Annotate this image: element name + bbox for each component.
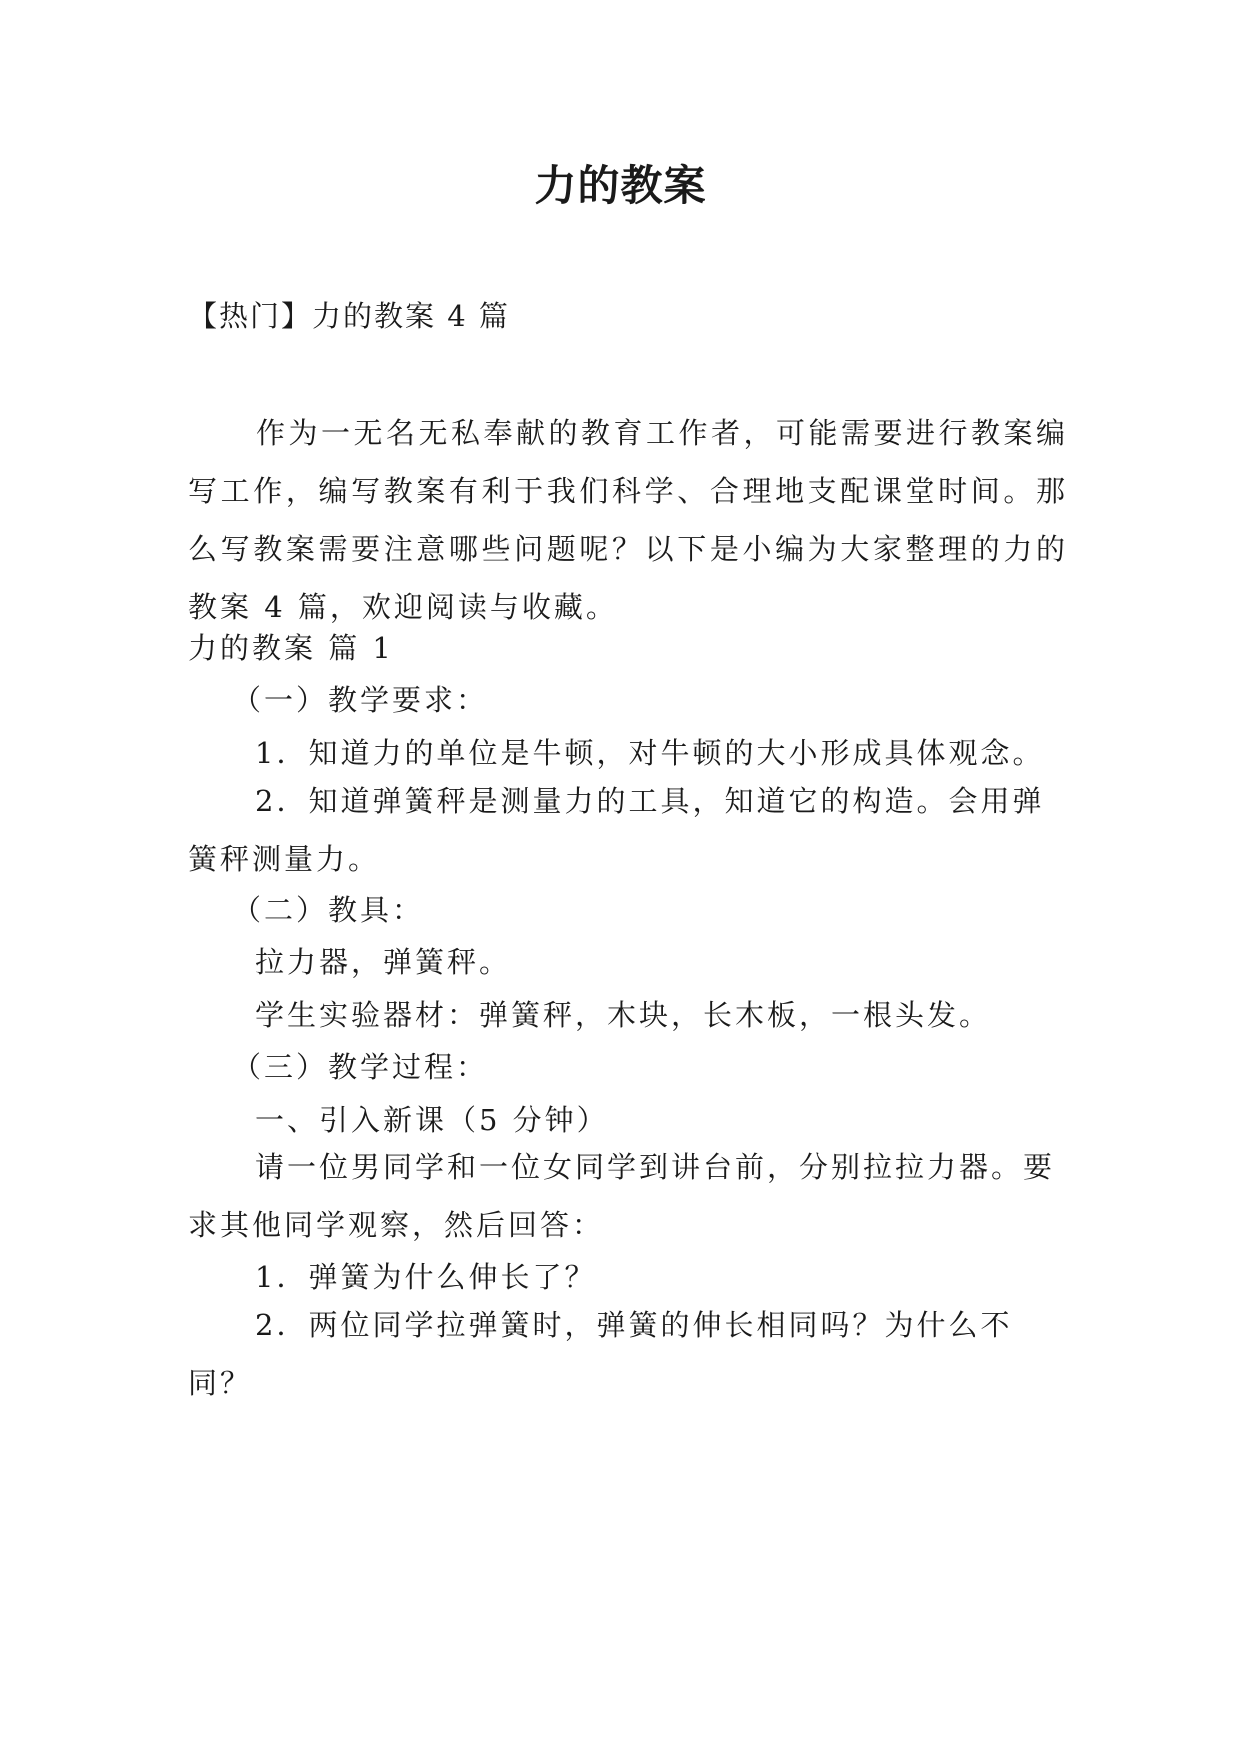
requirement-item-1: 1．知道力的单位是牛顿，对牛顿的大小形成具体观念。 [255, 736, 1045, 770]
tools-text: 拉力器，弹簧秤。 [255, 945, 512, 979]
materials-text: 学生实验器材：弹簧秤，木块，长木板，一根头发。 [255, 998, 992, 1032]
question-item-2: 2．两位同学拉弹簧时，弹簧的伸长相同吗？为什么不同？ [188, 1308, 1013, 1400]
tools-heading: （二）教具： [232, 893, 425, 927]
process-heading: （三）教学过程： [232, 1050, 489, 1084]
document-subtitle: 【热门】力的教案 4 篇 [188, 299, 510, 333]
step-1-heading: 一、引入新课（5 分钟） [255, 1103, 609, 1137]
question-item-1: 1．弹簧为什么伸长了？ [255, 1260, 597, 1294]
step-1-paragraph: 请一位男同学和一位女同学到讲台前，分别拉拉力器。要求其他同学观察，然后回答： [188, 1150, 1056, 1242]
requirement-item-2: 2．知道弹簧秤是测量力的工具，知道它的构造。会用弹簧秤测量力。 [188, 784, 1045, 876]
requirements-heading: （一）教学要求： [232, 683, 489, 717]
section-heading: 力的教案 篇 1 [188, 631, 394, 665]
intro-paragraph: 作为一无名无私奉献的教育工作者，可能需要进行教案编写工作，编写教案有利于我们科学、合理地支配课堂时间。那么写教案需要注意哪些问题呢？以下是小编为大家整理的力的教案 4 篇，欢迎阅读与收藏。 [188, 416, 1068, 624]
document-title: 力的教案 [534, 161, 707, 210]
